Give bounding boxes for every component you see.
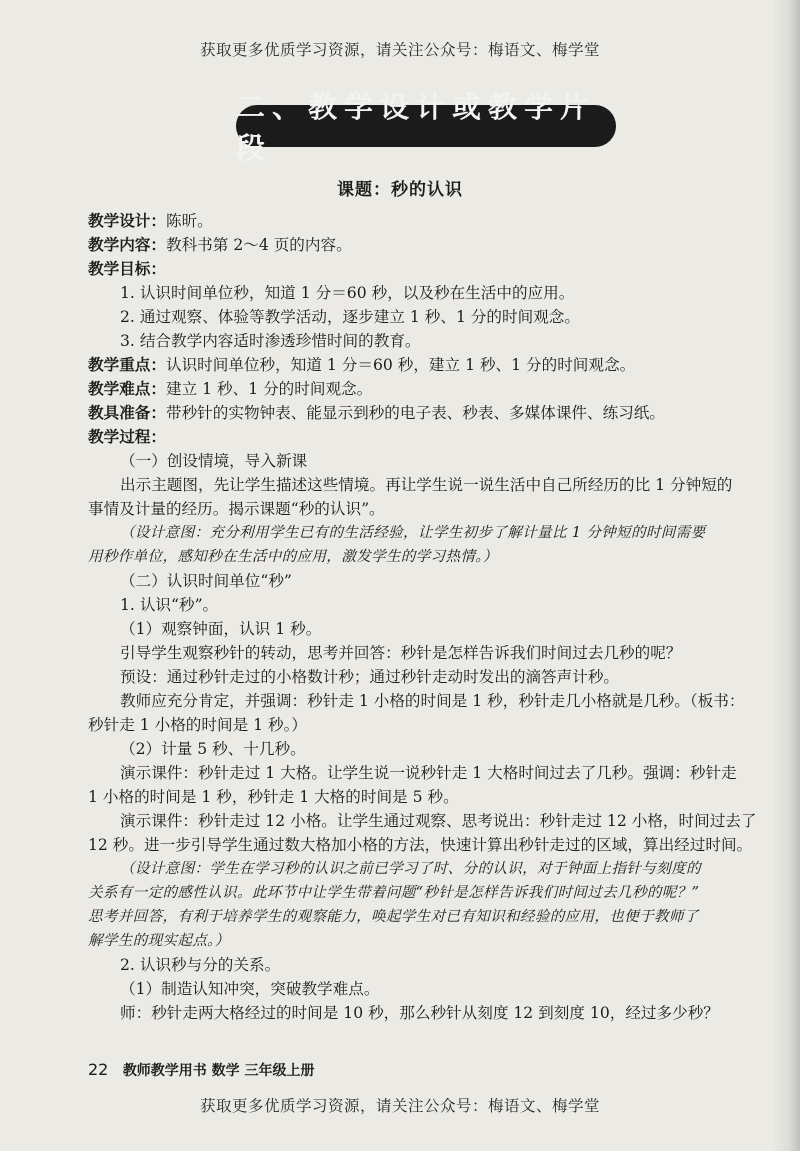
meta-line-process xyxy=(88,425,768,449)
meta-line-key-point xyxy=(88,353,768,377)
meta-line-goals xyxy=(88,257,768,281)
body-line: 1. 认识“秒”。 xyxy=(120,596,219,614)
page-number: 22 xyxy=(88,1060,109,1079)
watermark-top: 获取更多优质学习资源，请关注公众号：梅语文、梅学堂 xyxy=(199,41,600,59)
meta-line-difficulty xyxy=(88,377,768,401)
design-intent-line: （设计意图：充分利用学生已有的生活经验，让学生初步了解计量比 1 分钟短的时间需要 xyxy=(120,524,706,541)
meta-value: 教科书第 2～4 页的内容。 xyxy=(165,236,352,254)
watermark-bottom: 获取更多优质学习资源，请关注公众号：梅语文、梅学堂 xyxy=(199,1097,600,1115)
meta-label: 教学目标： xyxy=(88,260,166,278)
meta-label: 教学内容： xyxy=(88,236,166,254)
book-title: 教师教学用书 数学 三年级上册 xyxy=(122,1063,315,1079)
meta-label: 教具准备： xyxy=(88,404,166,422)
meta-label: 教学设计： xyxy=(88,212,166,230)
section-heading-text: 二、教学设计或教学片段 xyxy=(236,90,597,165)
body-line: （2）计量 5 秒、十几秒。 xyxy=(120,740,306,758)
meta-label: 教学难点： xyxy=(88,380,166,398)
meta-line-materials xyxy=(88,401,768,425)
body-line: 2. 认识秒与分的关系。 xyxy=(120,956,281,974)
meta-value: 建立 1 秒、1 分的时间观念。 xyxy=(165,380,373,398)
body-line: 事情及计量的经历。揭示课题“秒的认识”。 xyxy=(88,500,385,518)
section-heading xyxy=(236,90,616,165)
body-line: 12 秒。进一步引导学生通过数大格加小格的方法，快速计算出秒针走过的区域，算出经过时间。 xyxy=(88,836,753,854)
meta-label: 教学过程： xyxy=(88,428,166,446)
page-edge-shadow xyxy=(772,0,800,1151)
body-line: 演示课件：秒针走过 12 小格。让学生通过观察、思考说出：秒针走过 12 小格，时间过去了 xyxy=(120,812,757,830)
meta-value: 认识时间单位秒，知道 1 分＝60 秒，建立 1 秒、1 分的时间观念。 xyxy=(165,356,636,374)
process-body xyxy=(88,449,768,1025)
body-line: 引导学生观察秒针的转动，思考并回答：秒针是怎样告诉我们时间过去几秒的呢？ xyxy=(120,644,682,662)
body-line: 出示主题图，先让学生描述这些情境。再让学生说一说生活中自己所经历的比 1 分钟短的 xyxy=(120,476,733,494)
body-line: 1 小格的时间是 1 秒，秒针走 1 大格的时间是 5 秒。 xyxy=(88,788,459,806)
lesson-title: 课题：秒的认识 xyxy=(337,180,463,200)
meta-value: 陈昕。 xyxy=(165,212,213,230)
design-intent-line: 思考并回答，有利于培养学生的观察能力，唤起学生对已有知识和经验的应用，也便于教师了 xyxy=(88,908,699,925)
design-intent-line: （设计意图：学生在学习秒的认识之前已学习了时、分的认识，对于钟面上指针与刻度的 xyxy=(120,860,701,877)
design-intent-line: 解学生的现实起点。） xyxy=(88,932,230,949)
meta-line-designer xyxy=(88,209,768,233)
body-line: （一）创设情境，导入新课 xyxy=(120,452,308,470)
document-body xyxy=(88,209,768,1025)
meta-label: 教学重点： xyxy=(88,356,166,374)
body-line: 教师应充分肯定，并强调：秒针走 1 小格的时间是 1 秒，秒针走几小格就是几秒。（板书： xyxy=(120,692,745,710)
meta-value: 带秒针的实物钟表、能显示到秒的电子表、秒表、多媒体课件、练习纸。 xyxy=(165,404,665,422)
body-line: 秒针走 1 小格的时间是 1 秒。） xyxy=(88,716,307,734)
meta-line-content xyxy=(88,233,768,257)
design-intent-line: 关系有一定的感性认识。此环节中让学生带着问题“秒针是怎样告诉我们时间过去几秒的呢？” xyxy=(88,884,700,901)
body-line: （1）制造认知冲突，突破教学难点。 xyxy=(120,980,380,998)
body-line: 演示课件：秒针走过 1 大格。让学生说一说秒针走 1 大格时间过去了几秒。强调：秒针走 xyxy=(120,764,737,782)
goal-item: 1. 认识时间单位秒，知道 1 分＝60 秒，以及秒在生活中的应用。 xyxy=(120,284,575,302)
goal-item: 3. 结合教学内容适时渗透珍惜时间的教育。 xyxy=(120,332,421,350)
design-intent-line: 用秒作单位，感知秒在生活中的应用，激发学生的学习热情。） xyxy=(88,548,498,565)
body-line: （1）观察钟面，认识 1 秒。 xyxy=(120,620,322,638)
page-footer xyxy=(88,1060,748,1080)
body-line: 师：秒针走两大格经过的时间是 10 秒，那么秒针从刻度 12 到刻度 10，经过多少秒？ xyxy=(120,1004,719,1022)
body-line: 预设：通过秒针走过的小格数计秒；通过秒针走动时发出的滴答声计秒。 xyxy=(120,668,620,686)
body-line: （二）认识时间单位“秒” xyxy=(120,572,292,590)
goal-item: 2. 通过观察、体验等教学活动，逐步建立 1 秒、1 分的时间观念。 xyxy=(120,308,580,326)
